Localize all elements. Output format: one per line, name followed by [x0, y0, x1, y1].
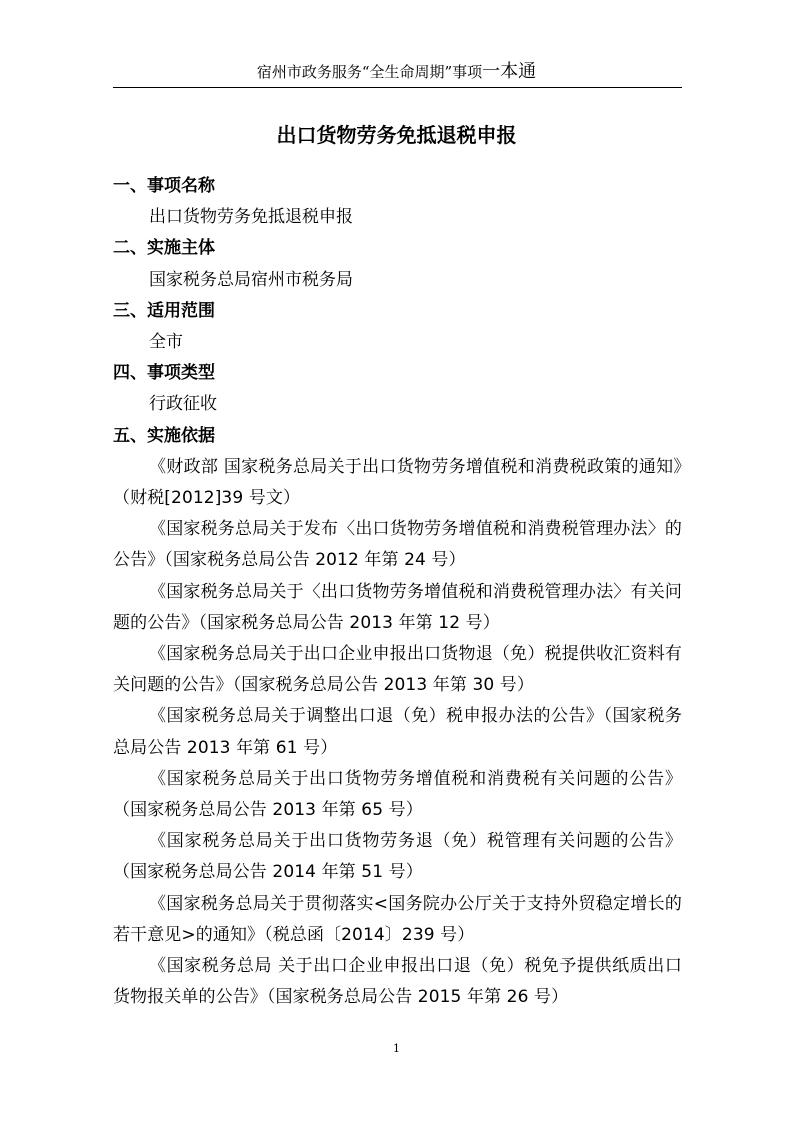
header-divider [113, 87, 682, 88]
legal-basis-item: 《国家税务总局关于〈出口货物劳务增值税和消费税管理办法〉有关问题的公告》（国家税务总局公告 2013 年第 12 号） [113, 581, 682, 633]
section-scope [113, 296, 682, 358]
running-header-text-large: 一本通 [482, 61, 537, 82]
section-body: 全市 [149, 332, 183, 353]
section-body: 国家税务总局宿州市税务局 [149, 269, 353, 290]
legal-basis-item: 《国家税务总局关于出口货物劳务退（免）税管理有关问题的公告》（国家税务总局公告 2014 年第 51 号） [113, 831, 682, 883]
page-number: 1 [393, 1042, 400, 1055]
running-header-text: 宿州市政务服务“全生命周期”事项 [256, 63, 483, 81]
document-body [113, 171, 682, 1013]
legal-basis-item: 《国家税务总局 关于出口企业申报出口退（免）税免予提供纸质出口货物报关单的公告》（国家税务总局公告 2015 年第 26 号） [113, 956, 682, 1008]
section-body: 行政征收 [149, 394, 217, 415]
legal-basis-item: 《财政部 国家税务总局关于出口货物劳务增值税和消费税政策的通知》（财税[2012]39 号文） [113, 456, 682, 509]
legal-basis-item: 《国家税务总局关于出口企业申报出口货物退（免）税提供收汇资料有关问题的公告》（国家税务总局公告 2013 年第 30 号） [113, 644, 682, 696]
document-title: 出口货物劳务免抵退税申报 [276, 123, 517, 147]
section-legal-basis [113, 421, 682, 1014]
section-item-name [113, 171, 682, 233]
section-item-type [113, 358, 682, 420]
section-heading: 四、事项类型 [113, 363, 215, 384]
legal-basis-item: 《国家税务总局关于发布〈出口货物劳务增值税和消费税管理办法〉的公告》（国家税务总局公告 2012 年第 24 号） [113, 519, 682, 571]
legal-basis-item: 《国家税务总局关于贯彻落实<国务院办公厅关于支持外贸稳定增长的若干意见>的通知》（税总函〔2014〕239 号） [113, 893, 682, 945]
section-body: 出口货物劳务免抵退税申报 [149, 207, 353, 228]
section-heading: 三、适用范围 [113, 300, 215, 321]
legal-basis-item: 《国家税务总局关于出口货物劳务增值税和消费税有关问题的公告》（国家税务总局公告 2013 年第 65 号） [113, 768, 682, 821]
section-heading: 一、事项名称 [113, 176, 215, 196]
running-header [0, 62, 793, 82]
section-heading: 五、实施依据 [113, 425, 215, 446]
legal-basis-item: 《国家税务总局关于调整出口退（免）税申报办法的公告》（国家税务总局公告 2013 年第 61 号） [113, 706, 682, 758]
section-heading: 二、实施主体 [113, 238, 215, 259]
section-implementing-body [113, 233, 682, 295]
